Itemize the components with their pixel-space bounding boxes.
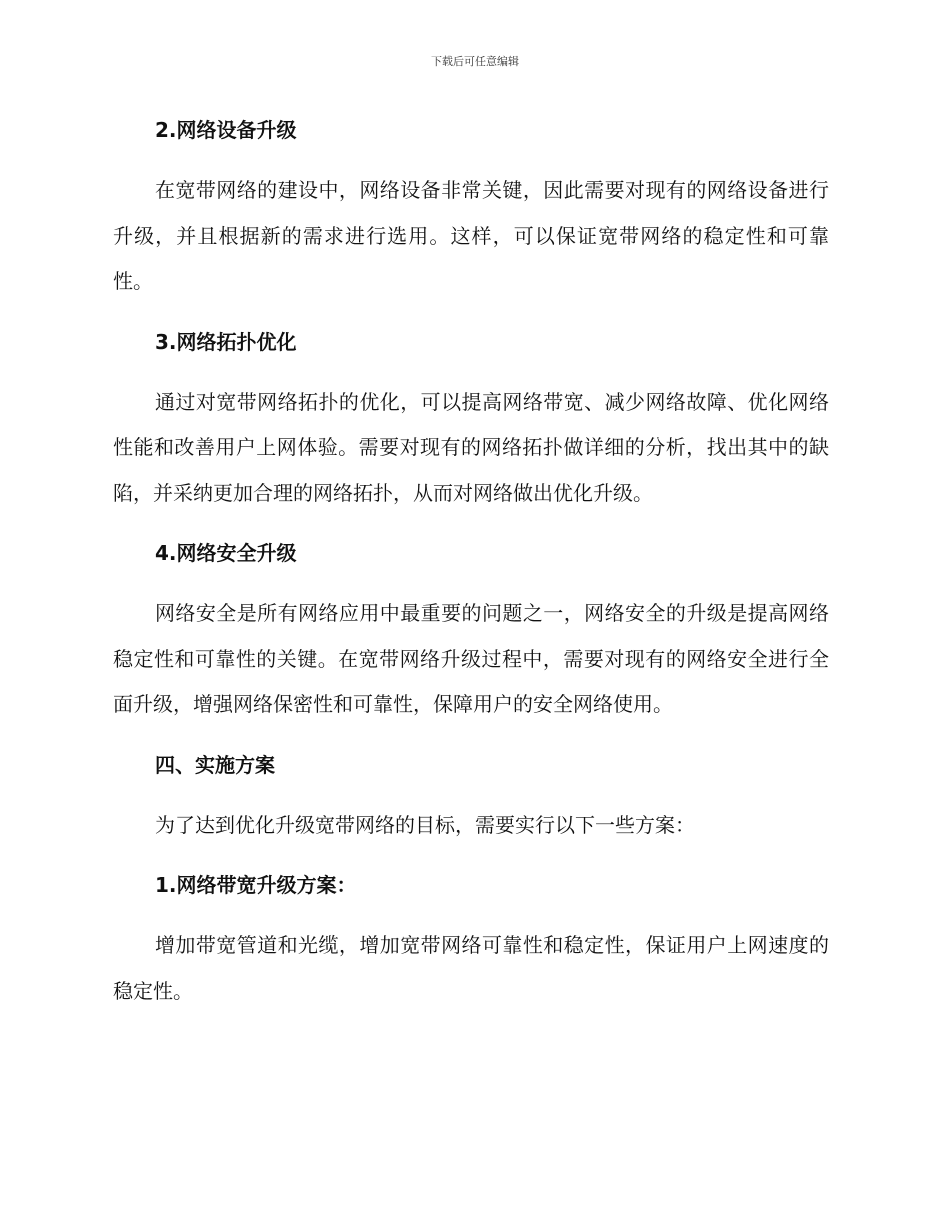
header-note: 下载后可任意编辑 bbox=[431, 55, 519, 68]
section-paragraph-security: 网络安全是所有网络应用中最重要的问题之一，网络安全的升级是提高网络稳定性和可靠性的关键。在宽带网络升级过程中，需要对现有的网络安全进行全面升级，增强网络保密性和可靠性，保障用户的安全网络使用。 bbox=[113, 601, 829, 716]
section-heading-implementation: 四、实施方案 bbox=[155, 752, 275, 777]
document-body bbox=[113, 112, 829, 1014]
section-heading-security: 4.网络安全升级 bbox=[155, 541, 297, 565]
section-heading-network-equipment: 2.网络设备升级 bbox=[155, 118, 297, 142]
section-heading-bandwidth-plan: 1.网络带宽升级方案： bbox=[155, 873, 357, 897]
section-paragraph-implementation: 为了达到优化升级宽带网络的目标，需要实行以下一些方案： bbox=[155, 812, 695, 837]
section-paragraph-bandwidth-plan: 增加带宽管道和光缆，增加宽带网络可靠性和稳定性，保证用户上网速度的稳定性。 bbox=[113, 933, 829, 1003]
section-paragraph-network-equipment: 在宽带网络的建设中，网络设备非常关键，因此需要对现有的网络设备进行升级，并且根据新的需求进行选用。这样，可以保证宽带网络的稳定性和可靠性。 bbox=[113, 178, 829, 293]
section-heading-topology: 3.网络拓扑优化 bbox=[155, 329, 297, 354]
section-paragraph-topology: 通过对宽带网络拓扑的优化，可以提高网络带宽、减少网络故障、优化网络性能和改善用户上网体验。需要对现有的网络拓扑做详细的分析，找出其中的缺陷，并采纳更加合理的网络拓扑，从而对网络做出优化升级。 bbox=[113, 389, 829, 505]
